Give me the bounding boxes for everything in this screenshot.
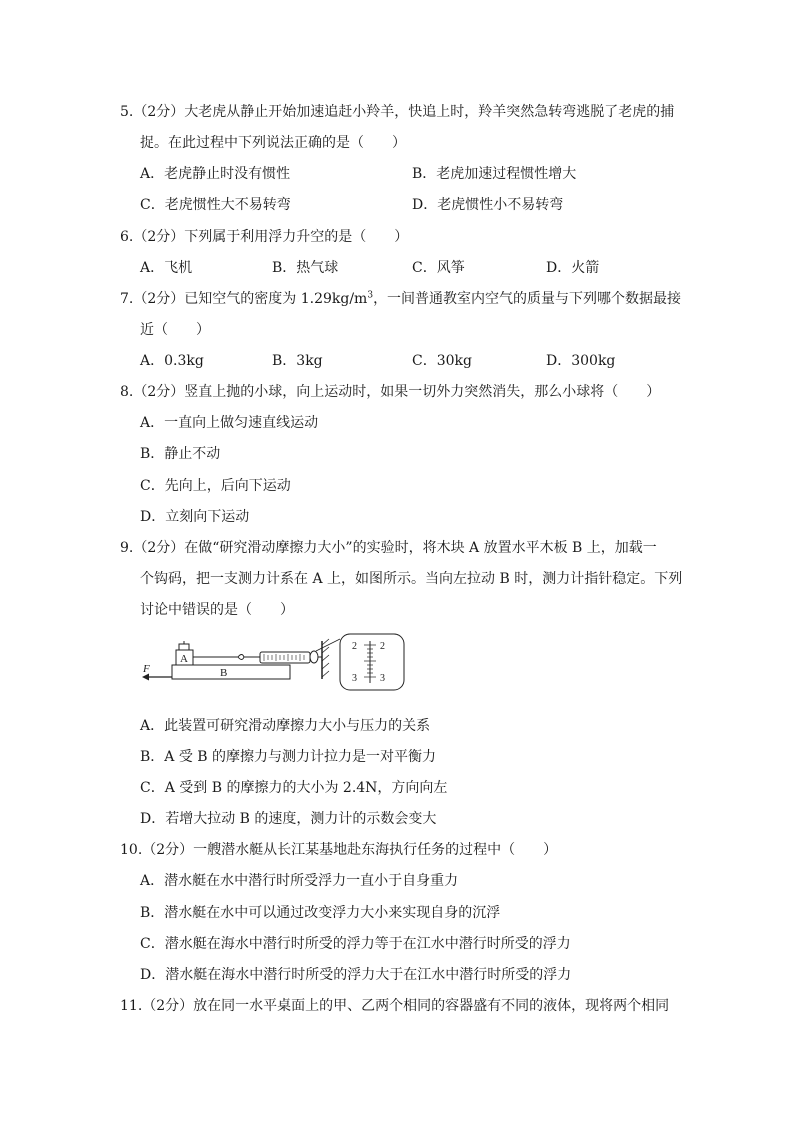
q9-stem-line3: 讨论中错误的是（ ） [140, 602, 294, 618]
q5-stem-line2: 捉。在此过程中下列说法正确的是（ ） [140, 135, 406, 151]
scale-callout [340, 634, 404, 690]
q7-stem-line1 [120, 289, 681, 309]
q7-option-d: D．300kg [546, 353, 616, 369]
q7-stem-line2: 近（ ） [140, 322, 210, 338]
spring-scale [260, 652, 310, 663]
callout-label-top-left: 2 [352, 641, 357, 652]
q5-option-a: A．老虎静止时没有惯性 [140, 166, 291, 182]
q8-option-a: A．一直向上做匀速直线运动 [140, 415, 319, 431]
q7-stem-sup: 3 [367, 290, 374, 301]
callout-label-top-right: 2 [380, 641, 385, 652]
spring-hook [238, 655, 244, 660]
q8-option-c: C．先向上，后向下运动 [140, 478, 291, 494]
friction-experiment-figure [140, 633, 410, 693]
q8-option-b: B．静止不动 [140, 446, 221, 462]
q6-option-a: A．飞机 [140, 260, 193, 276]
q6-stem-line1: 6.（2分）下列属于利用浮力升空的是（ ） [120, 229, 409, 245]
q10-stem-line1: 10.（2分）一艘潜水艇从长江某基地赴东海执行任务的过程中（ ） [120, 842, 558, 858]
callout-line [316, 639, 340, 651]
q9-option-a: A．此装置可研究滑动摩擦力大小与压力的关系 [140, 718, 431, 734]
q10-option-c: C．潜水艇在海水中潜行时所受的浮力等于在江水中潜行时所受的浮力 [140, 936, 571, 952]
scale-ring [310, 651, 318, 663]
q11-stem-line1: 11.（2分）放在同一水平桌面上的甲、乙两个相同的容器盛有不同的液体，现将两个相同 [120, 998, 670, 1014]
q9-option-b: B．A 受 B 的摩擦力与测力计拉力是一对平衡力 [140, 749, 437, 765]
q7-stem-post: ，一间普通教室内空气的质量与下列哪个数据最接 [373, 291, 682, 307]
q8-stem-line1: 8.（2分）竖直上抛的小球，向上运动时，如果一切外力突然消失，那么小球将（ ） [120, 384, 661, 400]
q8-option-d: D．立刻向下运动 [140, 509, 250, 525]
q5-stem-line1: 5.（2分）大老虎从静止开始加速追赶小羚羊，快追上时，羚羊突然急转弯逃脱了老虎的捕 [120, 104, 675, 120]
q7-option-a: A．0.3kg [140, 353, 204, 369]
label-a: A [180, 653, 188, 665]
callout-label-bottom-right: 3 [380, 673, 385, 684]
q5-option-d: D．老虎惯性小不易转弯 [412, 197, 564, 213]
callout-label-bottom-left: 3 [352, 673, 357, 684]
q9-stem-line2: 个钩码，把一支测力计系在 A 上，如图所示。当向左拉动 B 时，测力计指针稳定。下列 [140, 571, 683, 587]
q10-option-a: A．潜水艇在水中潜行时所受浮力一直小于自身重力 [140, 873, 459, 889]
q9-option-d: D．若增大拉动 B 的速度，测力计的示数会变大 [140, 811, 437, 827]
q6-option-c: C．风筝 [412, 260, 465, 276]
q6-option-d: D．火箭 [546, 260, 600, 276]
q9-option-c: C．A 受到 B 的摩擦力的大小为 2.4N，方向向左 [140, 780, 448, 796]
q6-option-b: B．热气球 [272, 260, 339, 276]
label-f: F [143, 663, 150, 675]
q9-stem-line1: 9.（2分）在做“研究滑动摩擦力大小”的实验时，将木块 A 放置水平木板 B 上，加载一 [120, 540, 657, 556]
hook-weight [179, 644, 189, 650]
q10-option-b: B．潜水艇在水中可以通过改变浮力大小来实现自身的沉浮 [140, 905, 501, 921]
q7-stem-pre: 7.（2分）已知空气的密度为 1.29kg/m [120, 291, 368, 307]
board-b [172, 665, 290, 679]
q5-option-c: C．老虎惯性大不易转弯 [140, 197, 291, 213]
q10-option-d: D．潜水艇在海水中潜行时所受的浮力大于在江水中潜行时所受的浮力 [140, 967, 572, 983]
label-b: B [220, 667, 228, 679]
q5-option-b: B．老虎加速过程惯性增大 [412, 166, 577, 182]
q7-option-c: C．30kg [412, 353, 472, 369]
q7-option-b: B．3kg [272, 353, 323, 369]
